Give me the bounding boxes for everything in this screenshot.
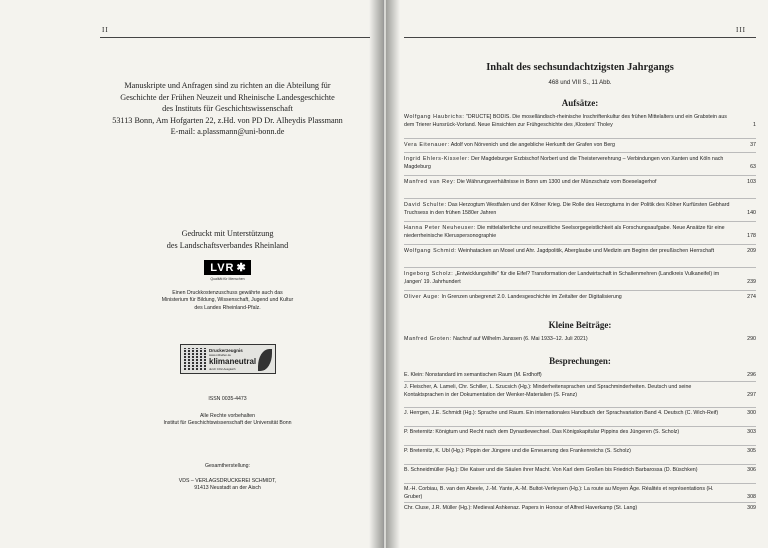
toc-entry — [404, 336, 756, 344]
review-entry — [404, 384, 756, 399]
address-line: des Instituts für Geschichtswissenschaft — [162, 104, 293, 113]
address-line: Geschichte der Frühen Neuzeit und Rheinische Landesgeschichte — [120, 92, 335, 102]
review-page: 305 — [747, 448, 756, 454]
toc-page: 37 — [750, 142, 756, 148]
section-heading-aufsaetze: Aufsätze: — [561, 98, 599, 108]
toc-entry — [404, 225, 756, 240]
toc-page: 290 — [747, 336, 756, 342]
review-text: M.-H. Corbiau, B. van den Abeele, J.-M. Yante, A.-M. Bultot-Verleysen (Hg.): La route au Moyen Âge. Réalités et représentations (H. Gruber) — [404, 486, 714, 500]
review-text: B. Schneidmüller (Hg.): Die Kaiser und die Säulen ihrer Macht. Von Karl dem Großen bis Friedrich Barbarossa (D. Büschken) — [404, 467, 698, 473]
left-page-number: II — [102, 26, 109, 34]
right-header-rule — [404, 37, 756, 38]
toc-author: Wolfgang Schmid: — [404, 248, 457, 254]
toc-author: Ingeborg Scholz: — [404, 271, 454, 277]
review-page: 306 — [747, 467, 756, 473]
lvr-tagline: Qualität für Menschen — [210, 277, 245, 281]
review-entry — [404, 486, 756, 501]
climate-neutral-badge — [180, 344, 276, 374]
review-page: 296 — [747, 372, 756, 378]
toc-entry — [404, 202, 756, 217]
rights-line: Institut für Geschichtswissenschaft der Universität Bonn — [163, 420, 292, 427]
review-page: 303 — [747, 429, 756, 435]
toc-text: Das Herzogtum Westfalen und der Kölner Krieg. Die Rolle des Herzogtums in der Politik des Kölner Kurfürsten Gebhard Truchsess in den frühen 1580er Jahren — [404, 202, 730, 216]
review-page: 300 — [747, 410, 756, 416]
review-page: 309 — [747, 505, 756, 511]
gesamtherstellung-label: Gesamtherstellung: — [205, 463, 250, 469]
badge-footer: durch CO2-Ausgleich — [209, 367, 236, 371]
address-block — [100, 80, 355, 138]
toc-text: Die Währungsverhältnisse in Bonn um 1300 und der Münzschatz vom Boeselagerhof — [456, 179, 657, 185]
rights-block — [100, 413, 355, 428]
badge-subtitle: www.mithelfen.de — [209, 353, 231, 357]
toc-page: 274 — [747, 294, 756, 300]
toc-author: Ingrid Ehlers-Kisseler: — [404, 156, 470, 162]
support-block — [100, 228, 355, 251]
toc-title: Inhalt des sechsundachtzigsten Jahrgangs — [486, 62, 674, 73]
toc-entry — [404, 179, 756, 187]
toc-text: Die mittelalterliche und neuzeitliche Seelsorgegeistlichkeit als Forschungsaufgabe. Neue Ansätze für eine niederrheinische Kleruspersonographie — [404, 225, 725, 239]
lvr-logo — [100, 258, 355, 281]
right-page — [386, 0, 768, 548]
toc-text: „Entwicklungshilfe" für die Eifel? Transformation der Landwirtschaft in Schallenmehren (Landkreis Vulkaneifel) im ‚langen' 19. Jahrhundert — [404, 271, 720, 285]
address-line: E-mail: a.plassmann@uni-bonn.de — [170, 127, 285, 136]
toc-text: Der Magdeburger Erzbischof Norbert und die Theisterverehrung – Verbindungen von Xanten und Köln nach Magdeburg — [404, 156, 724, 170]
toc-author: Oliver Auge: — [404, 294, 441, 300]
toc-text: In Grenzen unbegrenzt 2.0. Landesgeschichte im Zeitalter der Digitalisierung — [441, 294, 622, 300]
toc-entry — [404, 156, 756, 171]
zuschuss-line: Einen Druckkostenzuschuss gewährte auch das — [172, 290, 283, 296]
toc-entry — [404, 271, 756, 286]
address-line: Manuskripte und Anfragen sind zu richten an die Abteilung für — [124, 81, 331, 90]
review-text: J. Herrgen, J.E. Schmidt (Hg.): Sprache und Raum. Ein internationales Handbuch der Sprachvariation Band 4. Deutsch (C. Wich-Reif) — [404, 410, 719, 416]
toc-page: 239 — [747, 278, 756, 285]
toc-author: Hanna Peter Neuheuser: — [404, 225, 476, 231]
section-heading-beitraege: Kleine Beiträge: — [548, 320, 612, 330]
review-entry — [404, 448, 756, 456]
review-text: J. Fleischer, A. Lameli, Chr. Schiller, L. Szucsich (Hg.): Minderheitensprachen und Sprachminderheiten. Deutsch und seine Kontaktsprachen in der Dokumentation der Wenker-Materialien (S. Franz) — [404, 384, 692, 398]
toc-entry — [404, 248, 756, 256]
review-entry — [404, 429, 756, 437]
toc-text: Nachruf auf Wilhelm Janssen (6. Mai 1933–12. Juli 2021) — [453, 336, 588, 342]
support-line: des Landschaftsverbandes Rheinland — [166, 240, 289, 250]
toc-text: "DRUCTE] BODIS. Die moselländisch-rheinische Inschriftenkultur des frühen Mittelalters und ein Grabstein aus dem Trierer Hunsrück-Vorland. Neue Einsichten zur Frühgeschichte des ‚Klosters' Tholey — [404, 114, 727, 128]
toc-page: 140 — [747, 209, 756, 216]
review-entry — [404, 467, 756, 475]
toc-page: 103 — [747, 179, 756, 185]
toc-author: David Schulte: — [404, 202, 447, 208]
toc-text: Adolf von Nörvenich und die angebliche Herkunft der Grafen von Berg — [450, 142, 616, 148]
review-text: P. Breternitz: Königtum und Recht nach dem Dynastiewechsel. Das Königskapitular Pippins des Jüngeren (S. Scholz) — [404, 429, 680, 435]
zuschuss-block — [100, 290, 355, 312]
section-heading-besprechungen: Besprechungen: — [549, 356, 611, 366]
review-text: P. Breternitz, K. Ubl (Hg.): Pippin der Jüngere und die Erneuerung des Frankenreichs (S. Scholz) — [404, 448, 631, 454]
page-gutter-shadow — [386, 0, 400, 548]
leaf-icon — [258, 349, 272, 371]
rights-line: Alle Rechte vorbehalten — [199, 413, 256, 419]
printer-line: VDS – VERLAGSDRUCKEREI SCHMIDT, — [178, 478, 277, 484]
printer-block — [100, 478, 355, 493]
support-line: Gedruckt mit Unterstützung — [181, 229, 274, 238]
page-gutter-shadow — [369, 0, 383, 548]
toc-entry — [404, 294, 756, 302]
issn: ISSN 0035-4473 — [208, 396, 247, 402]
toc-entry — [404, 114, 756, 129]
toc-subtitle: 468 und VIII S., 11 Abb. — [548, 80, 612, 86]
toc-author: Manfred van Rey: — [404, 179, 456, 185]
right-page-number: III — [736, 26, 746, 34]
toc-page: 1 — [753, 121, 756, 128]
review-text: Chr. Cluse, J.R. Müller (Hg.): Medieval Ashkenaz. Papers in Honour of Alfred Haverkamp (St. Lang) — [404, 505, 638, 511]
badge-title: Druckerzeugnis — [209, 348, 243, 353]
review-page: 297 — [747, 391, 756, 398]
toc-author: Wolfgang Haubrichs: — [404, 114, 465, 120]
review-text: E. Klein: Nonstandard im semantischen Raum (M. Erdhoff) — [404, 372, 542, 378]
toc-author: Manfred Groten: — [404, 336, 452, 342]
badge-brand: klimaneutral — [209, 357, 257, 366]
toc-author: Vera Eitenauer: — [404, 142, 450, 148]
review-entry — [404, 372, 756, 380]
toc-page: 63 — [750, 163, 756, 170]
zuschuss-line: des Landes Rheinland-Pfalz. — [194, 304, 261, 311]
toc-page: 178 — [747, 232, 756, 239]
toc-text: Weinhatacken an Mosel und Ahr. Jagdpolitik, Aberglaube und Medizin am Beginn der preußischen Herrschaft — [457, 248, 715, 254]
zuschuss-line: Ministerium für Bildung, Wissenschaft, Jugend und Kultur — [161, 297, 294, 304]
toc-entry — [404, 142, 756, 150]
review-page: 308 — [747, 493, 756, 500]
left-header-rule — [100, 37, 370, 38]
toc-page: 209 — [747, 248, 756, 254]
printer-line: 91413 Neustadt an der Aisch — [194, 485, 261, 492]
review-entry — [404, 410, 756, 418]
lvr-symbol-icon: ✱ — [236, 262, 247, 274]
address-line: 53113 Bonn, Am Hofgarten 22, z.Hd. von PD Dr. Alheydis Plassmann — [112, 115, 343, 125]
lvr-logo-text: LVR — [210, 262, 235, 274]
review-entry — [404, 505, 756, 513]
